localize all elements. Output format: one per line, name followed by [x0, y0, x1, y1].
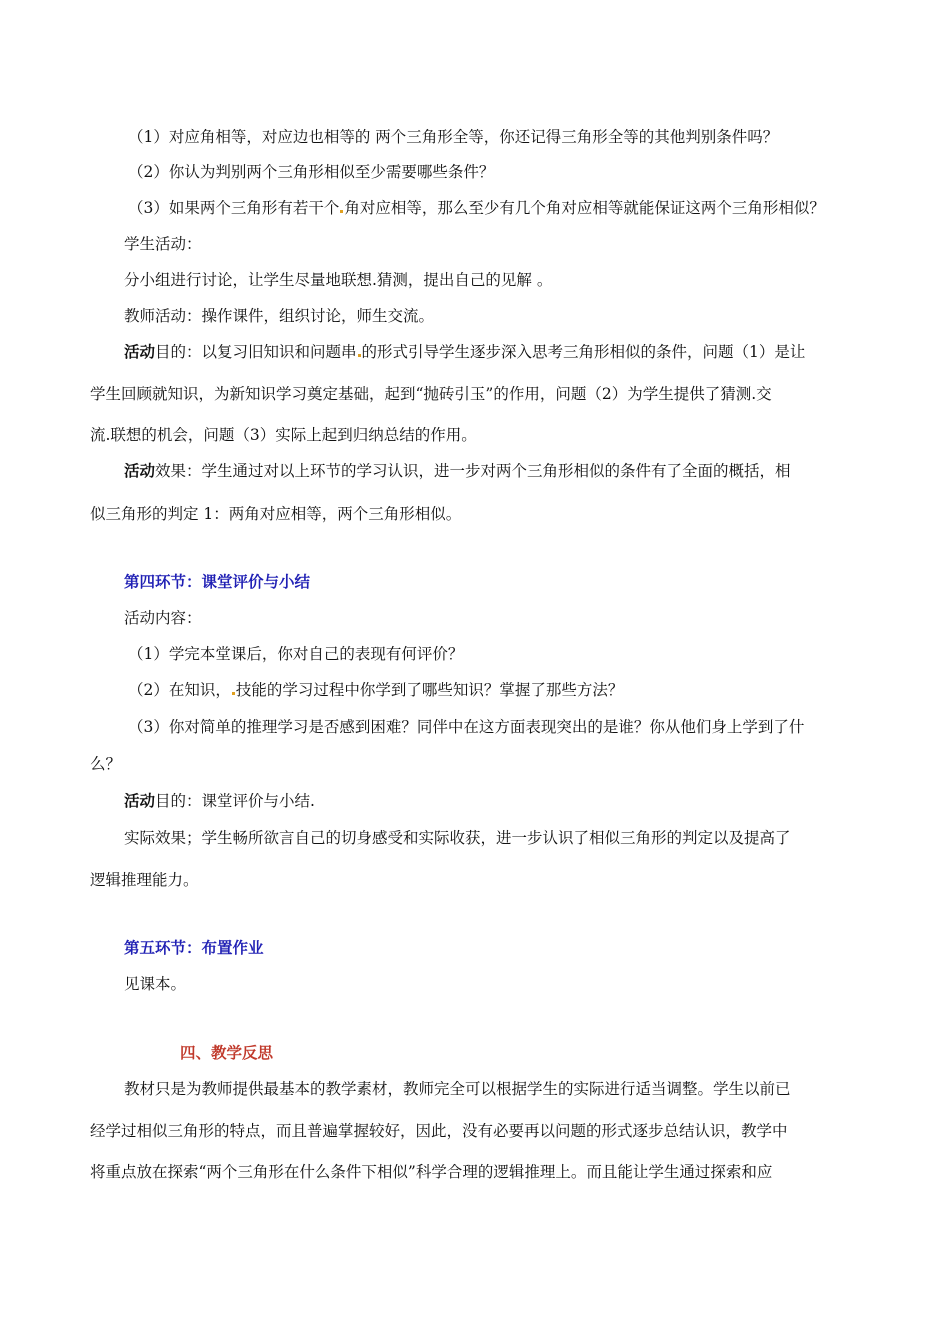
- section-4-question-1: （1）学完本堂课后，你对自己的表现有何评价？: [128, 645, 464, 663]
- section-5-heading: 第五环节：布置作业: [124, 939, 264, 957]
- section-4-heading: 第四环节：课堂评价与小结: [124, 573, 311, 591]
- reflection-heading: 四、教学反思: [180, 1044, 274, 1062]
- section-4-question-2: （2）在知识， 技能的学习过程中你学到了哪些知识？掌握了那些方法？: [128, 681, 624, 699]
- section-4-question-3-line-1: （3）你对简单的推理学习是否感到困难？同伴中在这方面表现突出的是谁？你从他们身上学到了什: [128, 718, 805, 736]
- activity-effect-line-1: 活动效果：学生通过对以上环节的学习认识，进一步对两个三角形相似的条件有了全面的概括，相: [124, 462, 791, 480]
- section-4-effect-line-1: 实际效果；学生畅所欲言自己的切身感受和实际收获，进一步认识了相似三角形的判定以及提高了: [124, 829, 791, 847]
- edit-marker: [232, 692, 235, 695]
- section-4-question-3-line-2: 么？: [90, 755, 122, 773]
- edit-marker: [340, 210, 343, 213]
- teacher-activity-text: 教师活动：操作课件，组织讨论，师生交流。: [124, 307, 435, 325]
- student-activity-label: 学生活动：: [124, 235, 202, 253]
- section-4-effect-line-2: 逻辑推理能力。: [90, 871, 199, 889]
- question-2: （2）你认为判别两个三角形相似至少需要哪些条件？: [128, 163, 495, 181]
- activity-purpose-line-1: 活动目的：以复习旧知识和问题串 的形式引导学生逐步深入思考三角形相似的条件，问题（1）是让: [124, 343, 806, 361]
- activity-content-label: 活动内容：: [124, 609, 202, 627]
- question-1: （1）对应角相等，对应边也相等的 两个三角形全等，你还记得三角形全等的其他判别条件吗？: [128, 128, 779, 146]
- activity-purpose-line-2: 学生回顾就知识，为新知识学习奠定基础，起到“抛砖引玉”的作用，问题（2）为学生提供了猜测.交: [90, 385, 772, 403]
- reflection-line-2: 经学过相似三角形的特点，而且普遍掌握较好，因此，没有必要再以问题的形式逐步总结认识，教学中: [90, 1122, 788, 1140]
- section-5-content: 见课本。: [124, 975, 187, 993]
- section-4-purpose: 活动目的：课堂评价与小结.: [124, 792, 315, 810]
- question-3: （3）如果两个三角形有若干个 角对应相等，那么至少有几个角对应相等就能保证这两个三角形相似？: [128, 199, 825, 217]
- activity-purpose-line-3: 流.联想的机会，问题（3）实际上起到归纳总结的作用。: [90, 426, 477, 444]
- activity-effect-line-2: 似三角形的判定 1：两角对应相等，两个三角形相似。: [90, 505, 462, 523]
- reflection-line-1: 教材只是为教师提供最基本的教学素材，教师完全可以根据学生的实际进行适当调整。学生以前已: [124, 1080, 791, 1098]
- student-activity-text: 分小组进行讨论，让学生尽量地联想.猜测，提出自己的见解 。: [124, 271, 553, 289]
- edit-marker: [358, 354, 361, 357]
- reflection-line-3: 将重点放在探索“两个三角形在什么条件下相似”科学合理的逻辑推理上。而且能让学生通过探索和应: [90, 1163, 773, 1181]
